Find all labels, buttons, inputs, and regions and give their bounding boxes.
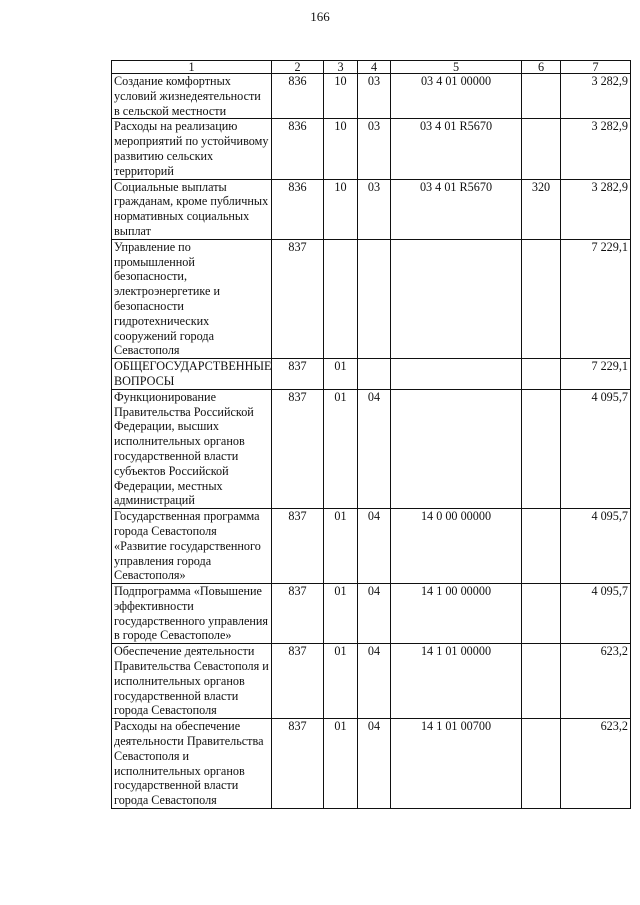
header-col-6: 6 (522, 61, 561, 74)
row-col-3: 01 (324, 719, 358, 809)
row-col-6 (522, 509, 561, 584)
row-col-2: 837 (272, 644, 324, 719)
row-col-3: 01 (324, 359, 358, 390)
table-row (112, 719, 631, 809)
row-name: Государственная программа города Севастополя «Развитие государственного управления города Севастополя» (112, 509, 272, 584)
row-name: Обеспечение деятельности Правительства Севастополя и исполнительных органов государственной власти города Севастополя (112, 644, 272, 719)
row-col-3: 10 (324, 119, 358, 179)
row-name: Расходы на реализацию мероприятий по устойчивому развитию сельских территорий (112, 119, 272, 179)
table-row (112, 179, 631, 239)
row-name: Социальные выплаты гражданам, кроме публичных нормативных социальных выплат (112, 179, 272, 239)
row-col-7: 7 229,1 (561, 359, 631, 390)
table-row (112, 119, 631, 179)
row-col-7: 3 282,9 (561, 179, 631, 239)
row-col-4: 04 (358, 584, 391, 644)
row-col-4 (358, 359, 391, 390)
row-col-4: 03 (358, 119, 391, 179)
row-col-7: 623,2 (561, 719, 631, 809)
header-col-7: 7 (561, 61, 631, 74)
table-row (112, 644, 631, 719)
row-col-7: 7 229,1 (561, 239, 631, 358)
row-col-5: 14 1 00 00000 (391, 584, 522, 644)
row-col-6 (522, 119, 561, 179)
header-col-1: 1 (112, 61, 272, 74)
table-row (112, 584, 631, 644)
row-name: Подпрограмма «Повышение эффективности государственного управления в городе Севастополе» (112, 584, 272, 644)
row-col-6 (522, 239, 561, 358)
row-col-3: 01 (324, 584, 358, 644)
row-col-7: 4 095,7 (561, 509, 631, 584)
row-name: Функционирование Правительства Российской Федерации, высших исполнительных органов государственной власти субъектов Российской Федерации, местных администраций (112, 389, 272, 508)
header-col-2: 2 (272, 61, 324, 74)
row-col-5: 14 1 01 00700 (391, 719, 522, 809)
row-col-3: 01 (324, 389, 358, 508)
header-row (112, 61, 631, 74)
row-col-6 (522, 644, 561, 719)
row-col-7: 623,2 (561, 644, 631, 719)
header-col-3: 3 (324, 61, 358, 74)
row-name: Создание комфортных условий жизнедеятельности в сельской местности (112, 74, 272, 119)
row-col-4: 04 (358, 719, 391, 809)
row-col-7: 3 282,9 (561, 119, 631, 179)
row-name: Управление по промышленной безопасности, электроэнергетике и безопасности гидротехнических сооружений города Севастополя (112, 239, 272, 358)
row-col-4: 03 (358, 179, 391, 239)
budget-table (111, 60, 631, 809)
row-col-7: 3 282,9 (561, 74, 631, 119)
row-col-4: 04 (358, 509, 391, 584)
row-col-5: 03 4 01 R5670 (391, 179, 522, 239)
row-col-6 (522, 359, 561, 390)
row-col-6: 320 (522, 179, 561, 239)
row-col-6 (522, 74, 561, 119)
table-row (112, 509, 631, 584)
row-col-6 (522, 389, 561, 508)
row-col-5: 03 4 01 R5670 (391, 119, 522, 179)
row-name: ОБЩЕГОСУДАРСТВЕННЫЕ ВОПРОСЫ (112, 359, 272, 390)
row-col-3: 10 (324, 179, 358, 239)
row-col-5 (391, 239, 522, 358)
row-col-5 (391, 359, 522, 390)
row-col-3: 01 (324, 509, 358, 584)
row-col-2: 836 (272, 179, 324, 239)
row-col-6 (522, 719, 561, 809)
row-col-2: 837 (272, 239, 324, 358)
row-col-5: 14 0 00 00000 (391, 509, 522, 584)
row-col-2: 837 (272, 359, 324, 390)
page-number: 166 (310, 9, 330, 24)
table-row (112, 389, 631, 508)
header-col-4: 4 (358, 61, 391, 74)
row-col-7: 4 095,7 (561, 584, 631, 644)
row-col-2: 837 (272, 509, 324, 584)
row-col-5: 14 1 01 00000 (391, 644, 522, 719)
row-col-7: 4 095,7 (561, 389, 631, 508)
row-col-2: 837 (272, 584, 324, 644)
row-col-4 (358, 239, 391, 358)
row-col-2: 837 (272, 719, 324, 809)
row-col-4: 04 (358, 644, 391, 719)
row-col-3: 01 (324, 644, 358, 719)
row-col-2: 837 (272, 389, 324, 508)
row-col-2: 836 (272, 74, 324, 119)
table-row (112, 239, 631, 358)
table-row (112, 74, 631, 119)
row-col-5: 03 4 01 00000 (391, 74, 522, 119)
table-row (112, 359, 631, 390)
header-col-5: 5 (391, 61, 522, 74)
row-col-2: 836 (272, 119, 324, 179)
row-col-6 (522, 584, 561, 644)
row-col-4: 03 (358, 74, 391, 119)
row-col-3: 10 (324, 74, 358, 119)
row-col-5 (391, 389, 522, 508)
row-col-4: 04 (358, 389, 391, 508)
row-col-3 (324, 239, 358, 358)
row-name: Расходы на обеспечение деятельности Правительства Севастополя и исполнительных органов государственной власти города Севастополя (112, 719, 272, 809)
